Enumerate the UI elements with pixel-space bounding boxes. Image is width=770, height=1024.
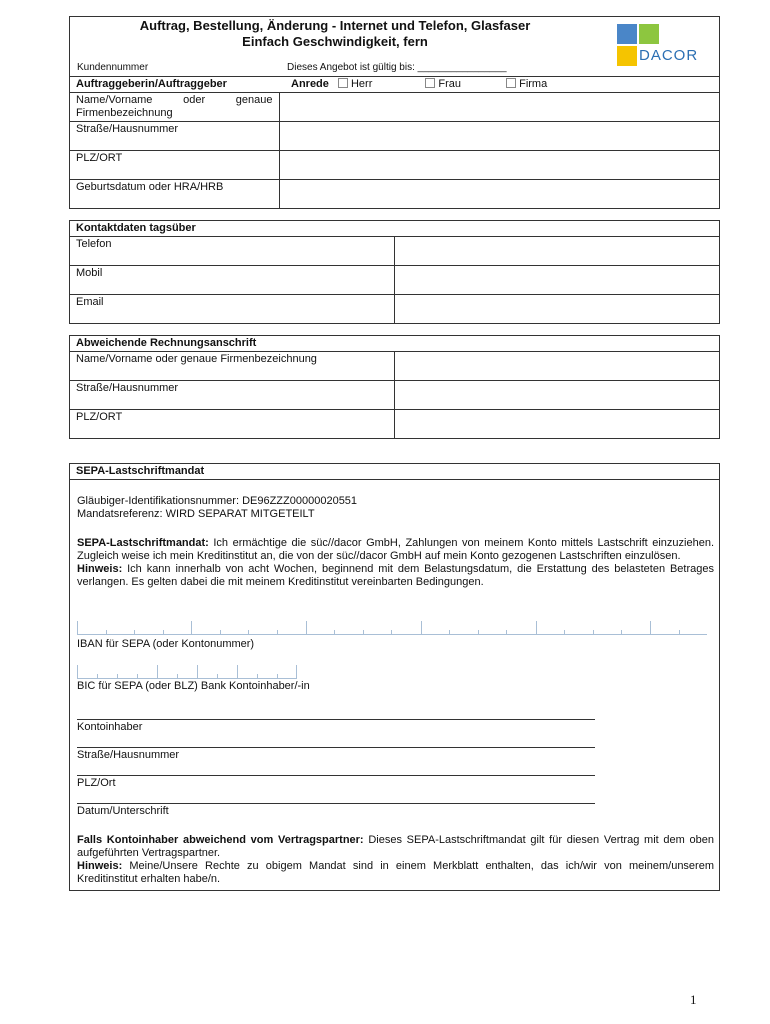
iban-input-boxes[interactable]: [77, 621, 707, 635]
title-line-2: Einfach Geschwindigkeit, fern: [242, 34, 428, 49]
kundennummer-label: Kundennummer: [77, 62, 149, 73]
anrede-row: [279, 77, 720, 93]
input-email[interactable]: [395, 295, 720, 324]
anrede-frau: Frau: [438, 78, 462, 90]
row-label-strasse: Straße/Hausnummer: [70, 122, 280, 151]
title-line-1: Auftrag, Bestellung, Änderung - Internet und Telefon, Glasfaser: [139, 18, 531, 33]
row-label-email: Email: [70, 295, 395, 324]
row-label-mobil: Mobil: [70, 266, 395, 295]
dacor-logo: [614, 24, 710, 66]
rechnung-table: [69, 335, 720, 439]
angebot-gueltig-label: Dieses Angebot ist gültig bis: ________________: [287, 62, 507, 73]
hinweis-text: Ich kann innerhalb von acht Wochen, beginnend mit dem Belastungsdatum, die Erstattung des belasteten Betrages verlangen. Es gelten dabei die mit meinem Kreditinstitut vereinbarten Bedingungen.: [77, 563, 714, 588]
mandatsreferenz: Mandatsreferenz: WIRD SEPARAT MITGETEILT: [77, 508, 315, 520]
mandat-text: Ich ermächtige die süc//dacor GmbH, Zahlungen von meinem Konto mittels Lastschrift einzuziehen. Zugleich weise ich mein Kreditinstitut an, die von der süc//dacor GmbH auf mein Konto gezogenen Lastschriften einzulösen.: [77, 537, 714, 562]
kontoinhaber-line[interactable]: [77, 719, 595, 720]
strasse-line[interactable]: [77, 747, 595, 748]
hinweis2-text: Meine/Unsere Rechte zu obigem Mandat sind in einem Merkblatt enthalten, das ich/wir von meinem/unserem Kreditinstitut erhalten habe/n.: [77, 860, 714, 885]
kontakt-heading: Kontaktdaten tagsüber: [70, 221, 720, 237]
input-strasse[interactable]: [279, 122, 720, 151]
mandat-bold: SEPA-Lastschriftmandat:: [77, 537, 209, 549]
input-name[interactable]: [279, 93, 720, 122]
bic-label: BIC für SEPA (oder BLZ) Bank Kontoinhaber/-in: [77, 680, 310, 692]
input-geburtsdatum[interactable]: [279, 180, 720, 209]
checkbox-frau[interactable]: [425, 78, 435, 88]
logo-text: DACOR: [639, 47, 699, 64]
glaeubiger-id: Gläubiger-Identifikationsnummer: DE96ZZZ00000020551: [77, 495, 358, 507]
falls-bold: Falls Kontoinhaber abweichend vom Vertragspartner:: [77, 834, 364, 846]
input-rechnung-plz[interactable]: [395, 410, 720, 439]
row-label-plz: PLZ/ORT: [70, 151, 280, 180]
datum-label: Datum/Unterschrift: [77, 805, 169, 817]
kontakt-table: [69, 220, 720, 324]
row-label-rechnung-plz: PLZ/ORT: [70, 410, 395, 439]
auftraggeber-heading: Auftraggeberin/Auftraggeber: [70, 77, 280, 93]
row-label-telefon: Telefon: [70, 237, 395, 266]
input-plz[interactable]: [279, 151, 720, 180]
falls-text: Dieses SEPA-Lastschriftmandat gilt für diesen Vertrag mit dem oben aufgeführten Vertragspartner.: [77, 834, 715, 859]
rechnung-heading: Abweichende Rechnungsanschrift: [70, 336, 720, 352]
sepa-strasse-label: Straße/Hausnummer: [77, 749, 180, 761]
falls-paragraph: [77, 834, 714, 886]
anrede-label: Anrede: [291, 78, 329, 90]
page-number: 1: [690, 992, 697, 1007]
sepa-plz-label: PLZ/Ort: [77, 777, 116, 789]
auftraggeber-table: [69, 76, 720, 209]
row-label-rechnung-strasse: Straße/Hausnummer: [70, 381, 395, 410]
row-label-geburtsdatum: Geburtsdatum oder HRA/HRB: [70, 180, 280, 209]
plz-line[interactable]: [77, 775, 595, 776]
mandat-paragraph: [77, 537, 714, 589]
iban-label: IBAN für SEPA (oder Kontonummer): [77, 638, 255, 650]
anrede-herr: Herr: [350, 78, 373, 90]
document-title: [70, 18, 600, 50]
input-mobil[interactable]: [395, 266, 720, 295]
hinweis2-bold: Hinweis:: [77, 860, 123, 872]
sepa-heading: SEPA-Lastschriftmandat: [76, 465, 205, 477]
input-rechnung-name[interactable]: [395, 352, 720, 381]
input-rechnung-strasse[interactable]: [395, 381, 720, 410]
input-telefon[interactable]: [395, 237, 720, 266]
kontoinhaber-label: Kontoinhaber: [77, 721, 143, 733]
checkbox-herr[interactable]: [338, 78, 348, 88]
bic-input-boxes[interactable]: [77, 665, 297, 679]
checkbox-firma[interactable]: [506, 78, 516, 88]
hinweis-bold: Hinweis:: [77, 563, 123, 575]
anrede-firma: Firma: [519, 78, 548, 90]
row-label-name: Name/Vorname oder genaue Firmenbezeichnung: [70, 93, 280, 122]
row-label-rechnung-name: Name/Vorname oder genaue Firmenbezeichnung: [70, 352, 395, 381]
datum-line[interactable]: [77, 803, 595, 804]
